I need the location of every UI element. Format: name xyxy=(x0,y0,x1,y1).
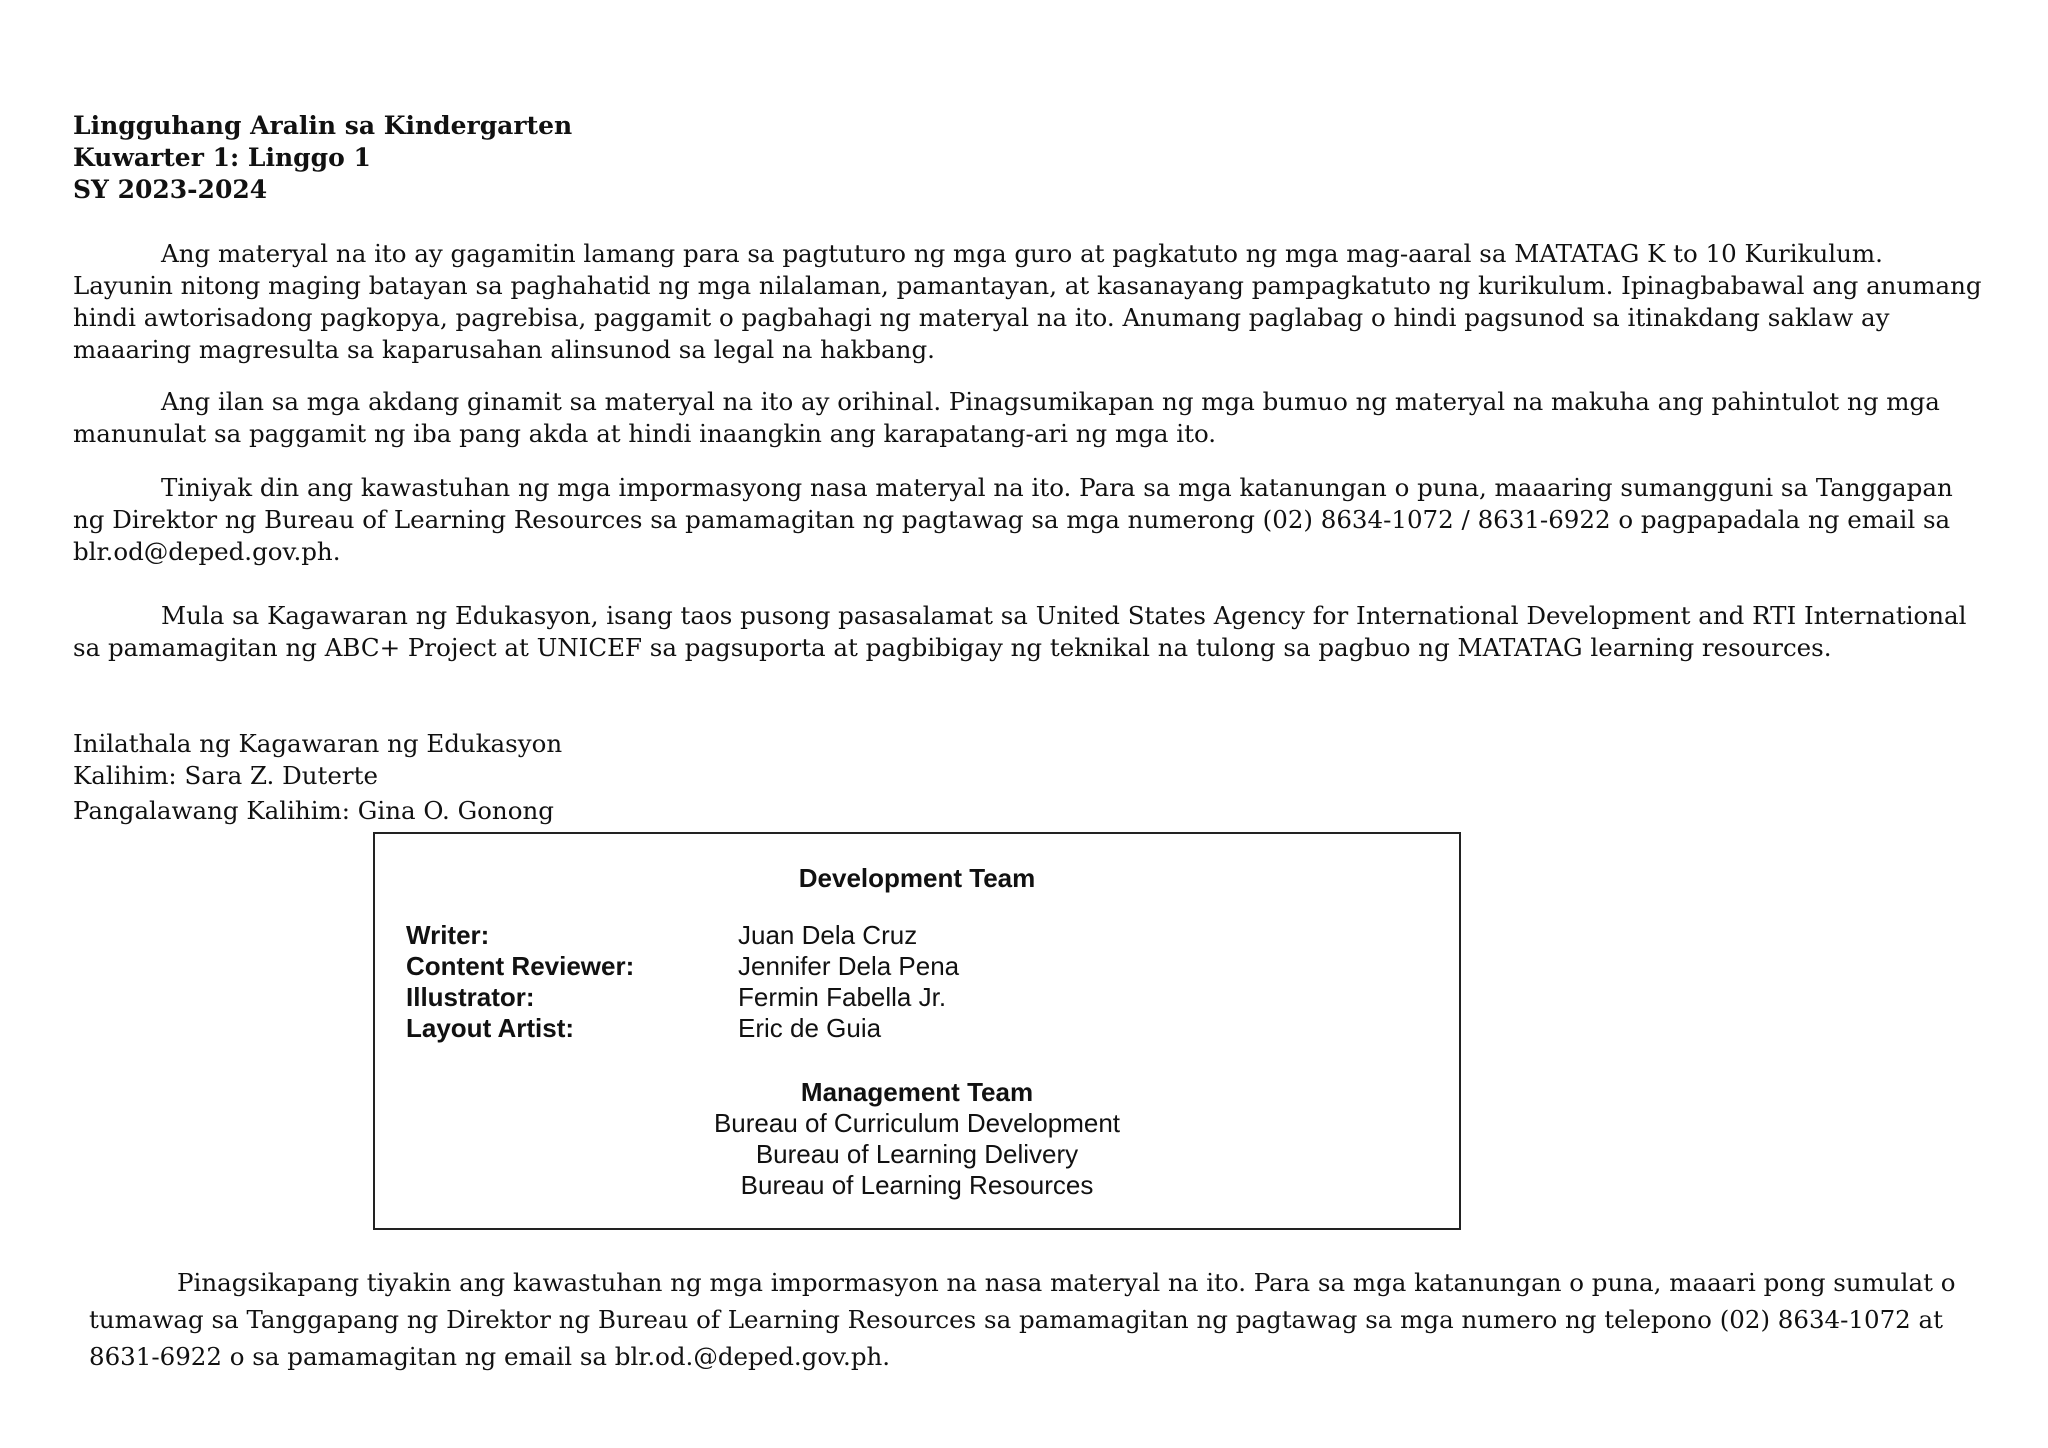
credit-row-illustrator xyxy=(406,982,959,1013)
school-year: SY 2023-2024 xyxy=(73,175,268,204)
acknowledgement-paragraph: Mula sa Kagawaran ng Edukasyon, isang taos pusong pasasalamat sa United States Agency for International Development and RTI International sa pamamagitan ng ABC+ Project at UNICEF sa pagsuporta at pagbibigay ng teknikal na tulong sa pagbuo ng MATATAG learning resources. xyxy=(73,601,1967,662)
contact-paragraph: Tiniyak din ang kawastuhan ng mga impormasyong nasa materyal na ito. Para sa mga katanungan o puna, maaaring sumangguni sa Tanggapan ng Direktor ng Bureau of Learning Resources sa pamamagitan ng pagtawag sa mga numerong (02) 8634-1072 / 8631-6922 o pagpapadala ng email sa blr.od@deped.gov.ph. xyxy=(73,473,1953,566)
credit-name: Juan Dela Cruz xyxy=(738,920,918,950)
document-title: Lingguhang Aralin sa Kindergarten xyxy=(73,111,573,140)
quarter-week: Kuwarter 1: Linggo 1 xyxy=(73,143,371,172)
document-header xyxy=(73,110,572,206)
management-team xyxy=(375,1076,1459,1201)
credit-role: Writer: xyxy=(406,920,490,950)
published-by: Inilathala ng Kagawaran ng Edukasyon xyxy=(73,729,563,758)
team-credits-box xyxy=(373,832,1461,1230)
management-member: Bureau of Learning Resources xyxy=(740,1170,1094,1200)
copyright-paragraph: Ang ilan sa mga akdang ginamit sa materyal na ito ay orihinal. Pinagsumikapan ng mga bumuo ng materyal na makuha ang pahintulot ng mga manunulat sa paggamit ng iba pang akda at hindi inaangkin ang karapatang-ari ng mga ito. xyxy=(73,387,1940,448)
management-member: Bureau of Curriculum Development xyxy=(713,1108,1121,1138)
credits-list xyxy=(406,920,959,1044)
publisher-block xyxy=(73,728,562,827)
undersecretary: Pangalawang Kalihim: Gina O. Gonong xyxy=(73,796,554,825)
credit-name: Fermin Fabella Jr. xyxy=(738,982,947,1012)
credit-role: Layout Artist: xyxy=(406,1013,575,1043)
credit-row-writer xyxy=(406,920,959,951)
credit-role: Content Reviewer: xyxy=(406,951,635,981)
credit-row-content-reviewer xyxy=(406,951,959,982)
credit-role: Illustrator: xyxy=(406,982,535,1012)
management-member: Bureau of Learning Delivery xyxy=(755,1139,1079,1169)
credit-row-layout-artist xyxy=(406,1013,959,1044)
credit-name: Jennifer Dela Pena xyxy=(738,951,960,981)
management-team-title: Management Team xyxy=(800,1077,1034,1107)
usage-notice-paragraph: Ang materyal na ito ay gagamitin lamang para sa pagtuturo ng mga guro at pagkatuto ng mga mag-aaral sa MATATAG K to 10 Kurikulum. Layunin nitong maging batayan sa paghahatid ng mga nilalaman, pamantayan, at kasanayang pampagkatuto ng kurikulum. Ipinagbabawal ang anumang hindi awtorisadong pagkopya, pagrebisa, paggamit o pagbahagi ng materyal na ito. Anumang paglabag o hindi pagsunod sa itinakdang saklaw ay maaaring magresulta sa kaparusahan alinsunod sa legal na hakbang. xyxy=(73,239,1982,364)
credit-name: Eric de Guia xyxy=(738,1013,882,1043)
development-team-title: Development Team xyxy=(798,863,1036,893)
footer-contact-note: Pinagsikapang tiyakin ang kawastuhan ng mga impormasyon na nasa materyal na ito. Para sa mga katanungan o puna, maaari pong sumulat o tumawag sa Tanggapang ng Direktor ng Bureau of Learning Resources sa pamamagitan ng pagtawag sa mga numero ng telepono (02) 8634-1072 at 8631-6922 o sa pamamagitan ng email sa blr.od.@deped.gov.ph. xyxy=(89,1268,1956,1371)
secretary: Kalihim: Sara Z. Duterte xyxy=(73,761,378,790)
